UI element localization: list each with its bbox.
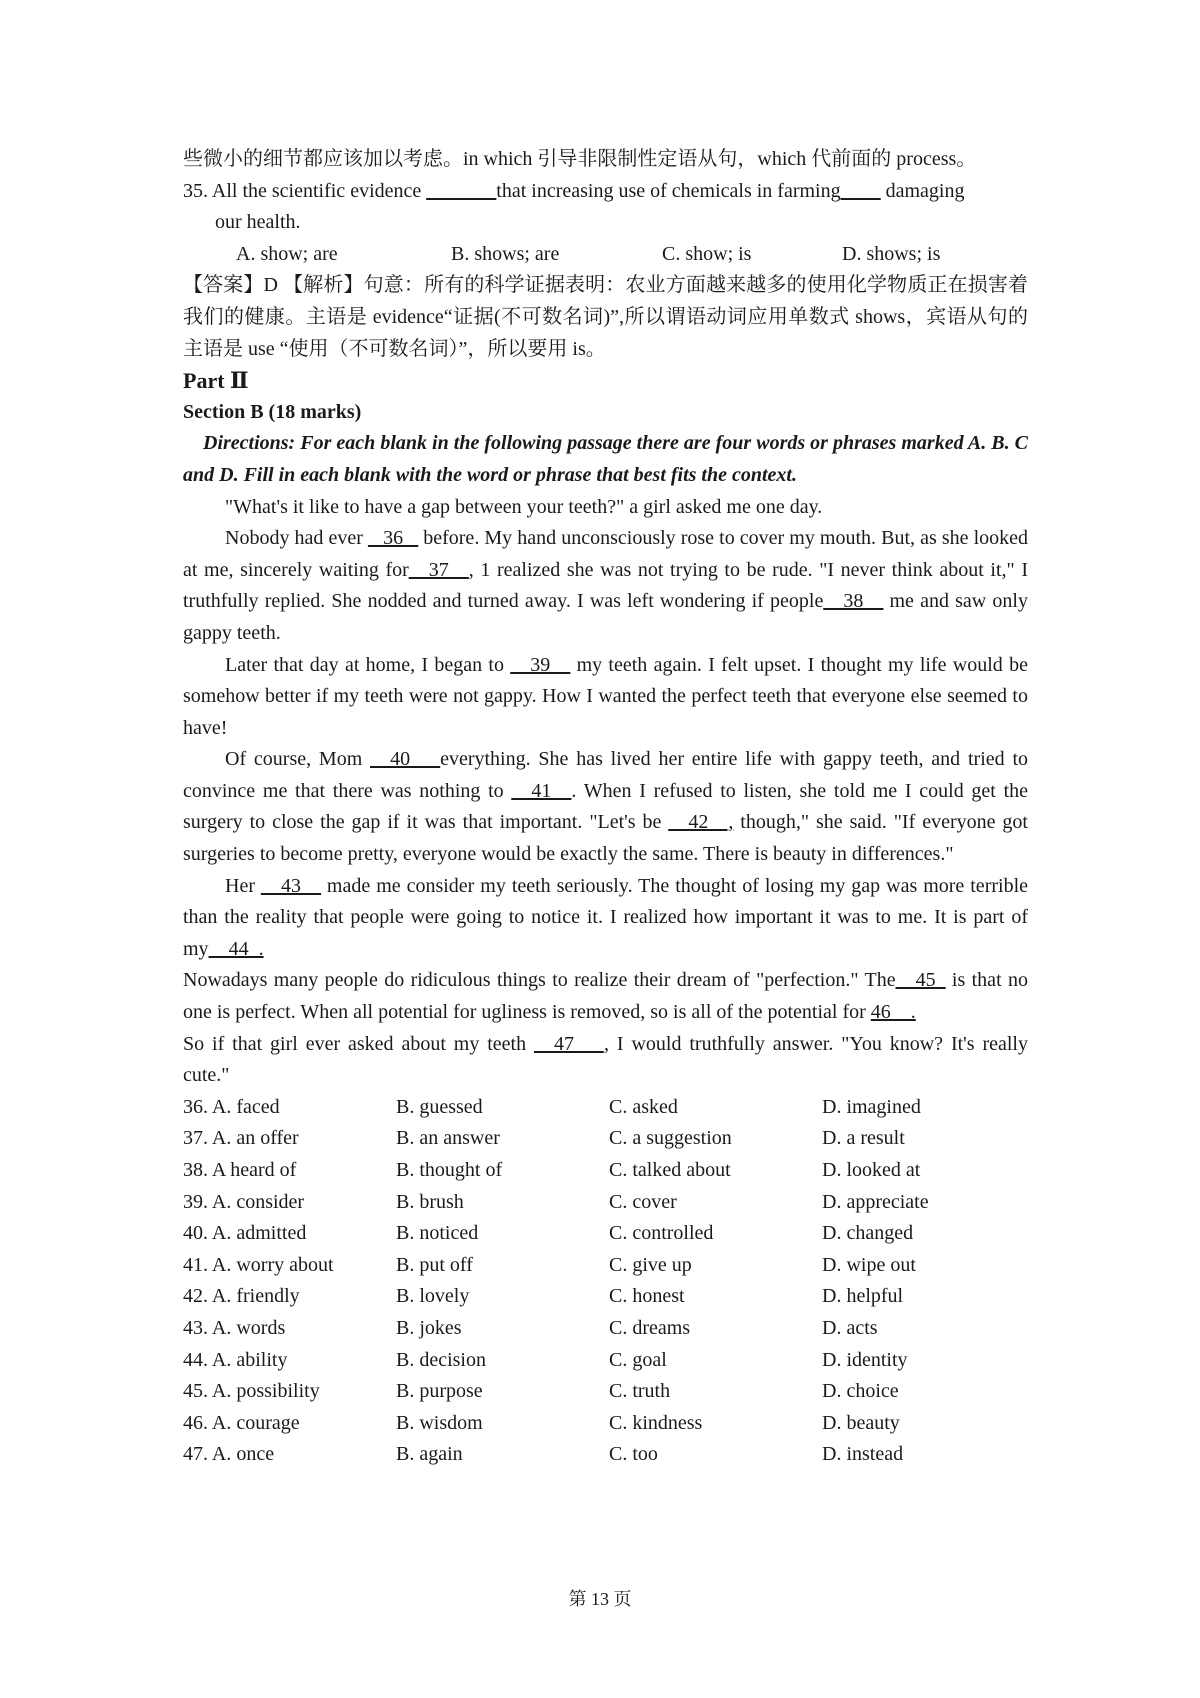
option-row-45 — [183, 1376, 1028, 1408]
question-35-answer: 【答案】D 【解析】句意：所有的科学证据表明：农业方面越来越多的使用化学物质正在损害着我们的健康。主语是 evidence“证据(不可数名词)”,所以谓语动词应用单数式 shows，宾语从句的主语是 use “使用（不可数名词）”，所以要用 is。 — [183, 274, 1028, 360]
option-d: D. changed — [822, 1222, 914, 1245]
option-a: 36. A. faced — [183, 1095, 280, 1118]
option-c: C. give up — [609, 1253, 692, 1276]
option-a: 46. A. courage — [183, 1411, 300, 1434]
blank-37: __37__ — [408, 558, 469, 581]
option-b: B. purpose — [396, 1380, 483, 1403]
option-d: D. looked at — [822, 1159, 921, 1181]
option-d: D. helpful — [822, 1285, 904, 1308]
option-b: B. an answer — [396, 1127, 500, 1150]
option-row-40 — [183, 1218, 1028, 1250]
option-a: 38. A heard of — [183, 1159, 297, 1181]
option-a: 42. A. friendly — [183, 1285, 300, 1308]
option-a: A. show; are — [236, 242, 338, 265]
option-row-41 — [183, 1250, 1028, 1282]
option-b: B. brush — [396, 1190, 464, 1213]
option-d: D. choice — [822, 1380, 899, 1403]
option-row-42 — [183, 1281, 1028, 1313]
question-35-stem: 35. All the scientific evidence _______that increasing use of chemicals in farming____ damaging — [183, 179, 965, 202]
option-a: 39. A. consider — [183, 1190, 305, 1213]
blank: ____ — [840, 179, 881, 202]
option-c: C. goal — [609, 1348, 667, 1371]
directions: Directions: For each blank in the following passage there are four words or phrases marked A. B. C and D. Fill in each blank with the word or phrase that best fits the context. — [183, 432, 1028, 486]
question-35-options — [183, 239, 1028, 271]
option-c: C. asked — [609, 1095, 678, 1118]
option-c: C. truth — [609, 1380, 671, 1403]
option-a: 40. A. admitted — [183, 1222, 307, 1245]
option-b: B. thought of — [396, 1159, 503, 1181]
blank-36: _ 36 _ — [367, 527, 419, 550]
option-b: B. lovely — [396, 1285, 470, 1308]
passage-paragraph: Nobody had ever _ 36 _ before. My hand unconsciously rose to cover my mouth. But, as she looked at me, sincerely waiting for__37__, 1 realized she was not trying to be rude. "I never think about it," I truthfully replied. She nodded and turned away. I was left wondering if people__38__ me and saw only gappy teeth. — [183, 527, 1029, 644]
option-c: C. controlled — [609, 1222, 714, 1245]
option-a: 44. A. ability — [183, 1348, 288, 1371]
option-b: B. decision — [396, 1348, 486, 1371]
option-row-39 — [183, 1187, 1028, 1219]
blank-38: __38__ — [823, 590, 884, 613]
option-b: B. wisdom — [396, 1411, 483, 1434]
part-title: Part Ⅱ — [183, 368, 249, 394]
option-d: D. identity — [822, 1348, 908, 1371]
passage-paragraph: Of course, Mom __40___everything. She has lived her entire life with gappy teeth, and tried to convince me that there was nothing to __41__. When I refused to listen, she told me I could get the surgery to close the gap if it was that important. "Let's be __42__, though," she said. "If everyone got surgeries to become pretty, everyone would be exactly the same. There is beauty in differences." — [183, 748, 1029, 866]
option-c: C. dreams — [609, 1316, 691, 1339]
option-c: C. cover — [609, 1190, 677, 1213]
option-b: B. put off — [396, 1253, 473, 1276]
blank-43: __43__ — [260, 874, 321, 897]
blank: _______ — [426, 179, 497, 202]
option-row-43 — [183, 1313, 1028, 1345]
option-c: C. talked about — [609, 1159, 731, 1181]
option-d: D. a result — [822, 1127, 905, 1150]
blank-39: __39__ — [510, 653, 571, 676]
option-c: C. kindness — [609, 1411, 703, 1434]
passage-paragraph: So if that girl ever asked about my teeth __47___, I would truthfully answer. "You know? It's really cute." — [183, 1032, 1028, 1087]
previous-explanation-tail: 些微小的细节都应该加以考虑。in which 引导非限制性定语从句，which 代前面的 process。 — [183, 148, 977, 170]
blank-42: __42__, — [668, 811, 734, 834]
passage-paragraph: Later that day at home, I began to __39__ my teeth again. I felt upset. I thought my life would be somehow better if my teeth were not gappy. How I wanted the perfect teeth that everyone else seemed to have! — [183, 653, 1028, 739]
option-d: D. acts — [822, 1316, 878, 1339]
option-b: B. shows; are — [451, 242, 560, 265]
option-d: D. shows; is — [842, 242, 941, 265]
blank-44: __44_. — [208, 937, 264, 960]
passage-paragraph: "What's it like to have a gap between your teeth?" a girl asked me one day. — [225, 495, 823, 518]
option-b: B. noticed — [396, 1222, 479, 1245]
option-a: 45. A. possibility — [183, 1380, 320, 1403]
option-a: 41. A. worry about — [183, 1253, 334, 1276]
passage-paragraph: Nowadays many people do ridiculous things to realize their dream of "perfection." The__45_ is that no one is perfect. When all potential for ugliness is removed, so is all of the potential for 46__. — [183, 969, 1028, 1024]
question-35-stem-cont: our health. — [215, 211, 301, 234]
blank-47: __47___, — [534, 1032, 609, 1055]
page-number: 第 13 页 — [568, 1589, 632, 1609]
option-row-44 — [183, 1345, 1028, 1377]
option-d: D. appreciate — [822, 1190, 929, 1213]
blank-40: __40___ — [370, 748, 441, 771]
option-a: 43. A. words — [183, 1316, 286, 1339]
option-c: C. show; is — [662, 242, 752, 265]
option-row-47 — [183, 1439, 1028, 1471]
blank-46: 46__. — [870, 1001, 916, 1024]
option-b: B. jokes — [396, 1316, 462, 1339]
options-table — [183, 1092, 1028, 1471]
option-row-36 — [183, 1092, 1028, 1124]
option-c: C. honest — [609, 1285, 685, 1308]
option-c: C. too — [609, 1443, 658, 1466]
passage-paragraph: Her __43__ made me consider my teeth seriously. The thought of losing my gap was more terrible than the reality that people were going to notice it. I realized how important it was to me. It is part of my__44_. — [183, 874, 1028, 960]
blank-45: __45_ — [895, 969, 946, 992]
option-row-37 — [183, 1123, 1028, 1155]
option-b: B. guessed — [396, 1095, 483, 1118]
blank-41: __41__ — [511, 779, 572, 802]
option-d: D. wipe out — [822, 1253, 916, 1276]
option-d: D. beauty — [822, 1411, 900, 1434]
page-content — [183, 144, 1028, 1471]
option-a: 37. A. an offer — [183, 1127, 299, 1150]
section-title: Section B (18 marks) — [183, 400, 362, 423]
option-d: D. instead — [822, 1443, 904, 1466]
option-row-38 — [183, 1155, 1028, 1187]
option-a: 47. A. once — [183, 1443, 275, 1466]
option-row-46 — [183, 1408, 1028, 1440]
option-b: B. again — [396, 1443, 463, 1466]
option-c: C. a suggestion — [609, 1127, 732, 1150]
option-d: D. imagined — [822, 1095, 921, 1118]
